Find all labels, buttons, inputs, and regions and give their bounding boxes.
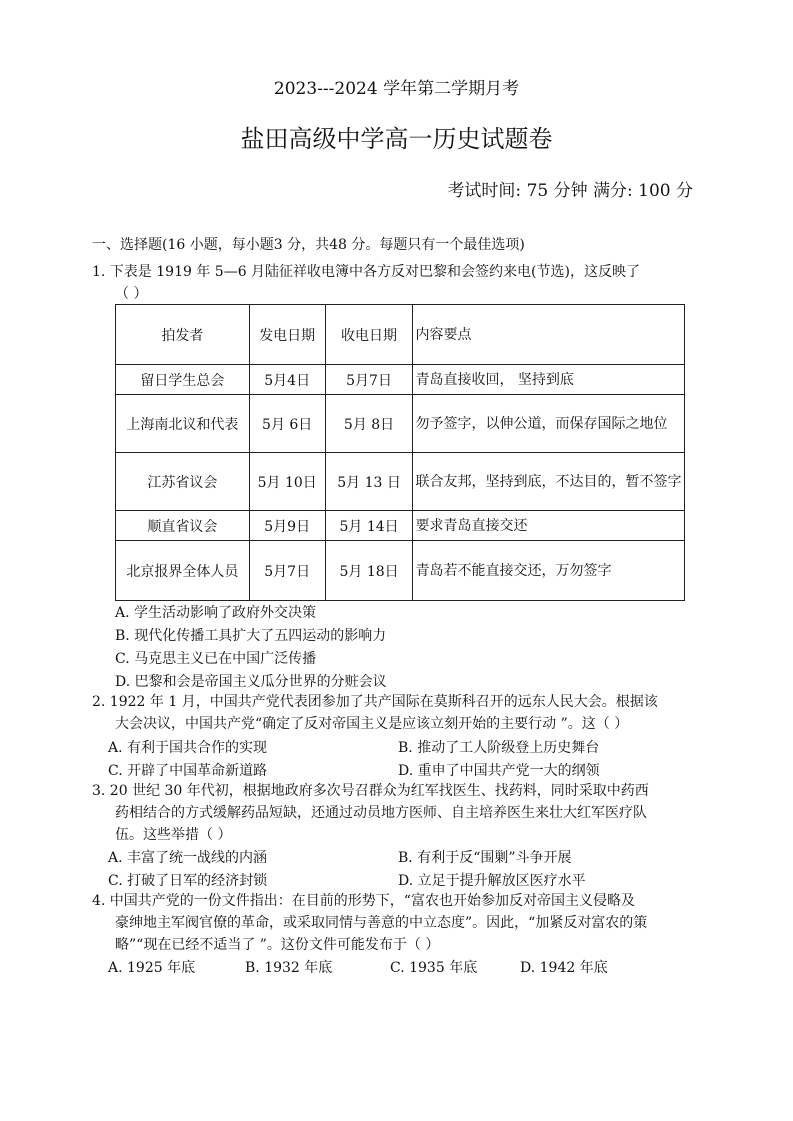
q3-stem-line3: 伍。这些举措（ ） (115, 827, 232, 843)
table-cell: 青岛直接收回， 坚持到底 (413, 365, 685, 395)
q4-option-a: A. 1925 年底 (108, 960, 196, 976)
q3-option-b: B. 有利于反“围剿”斗争开展 (398, 850, 572, 866)
q1-option-a: A. 学生活动影响了政府外交决策 (115, 605, 317, 621)
table-cell: 上海南北议和代表 (116, 395, 250, 453)
q3-stem-line2: 药相结合的方式缓解药品短缺，还通过动员地方医师、自主培养医生来壮大红军医疗队 (115, 805, 647, 821)
table-cell: 5月7日 (249, 541, 325, 601)
q1-stem-line2: （ ） (115, 286, 148, 302)
q2-stem-line2: 大会决议，中国共产党“确定了反对帝国主义是应该立刻开始的主要行动 ”。这（ ） (115, 716, 629, 732)
q2-option-d: D. 重申了中国共产党一大的纲领 (398, 763, 600, 779)
table-row (116, 511, 685, 541)
table-header-cell: 收电日期 (325, 305, 413, 365)
q1-option-c: C. 马克思主义已在中国广泛传播 (115, 651, 317, 667)
table-cell: 要求青岛直接交还 (413, 511, 685, 541)
q4-stem-line2: 豪绅地主军阀官僚的革命，或采取同情与善意的中立态度”。因此，“加紧反对富农的策 (115, 915, 648, 931)
q3-option-c: C. 打破了日军的经济封锁 (108, 873, 268, 889)
table-cell: 5月 8日 (325, 395, 413, 453)
q4-stem-line3: 略”“现在已经不适当了 ”。这份文件可能发布于（ ） (115, 937, 440, 953)
q4-option-d: D. 1942 年底 (520, 960, 608, 976)
table-header-row (116, 305, 685, 365)
table-header-cell: 内容要点 (413, 305, 685, 365)
q1-option-b: B. 现代化传播工具扩大了五四运动的影响力 (115, 628, 387, 644)
q2-stem-line1: 2. 1922 年 1 月，中国共产党代表团参加了共产国际在莫斯科召开的远东人民大会。根据该 (92, 694, 658, 710)
exam-term: 2023---2024 学年第二学期月考 (273, 79, 520, 99)
table-cell: 5月9日 (249, 511, 325, 541)
q3-option-a: A. 丰富了统一战线的内涵 (108, 850, 268, 866)
table-cell: 联合友邦，坚持到底，不达目的，暂不签字 (413, 453, 685, 511)
page-title: 盐田高级中学高一历史试题卷 (240, 125, 553, 153)
table-cell: 留日学生总会 (116, 365, 250, 395)
exam-info: 考试时间: 75 分钟 满分: 100 分 (447, 181, 693, 201)
table-cell: 5月 13 日 (325, 453, 413, 511)
table-cell: 5月 10日 (249, 453, 325, 511)
table-row (116, 453, 685, 511)
q2-option-b: B. 推动了工人阶级登上历史舞台 (398, 740, 600, 756)
table-cell: 江苏省议会 (116, 453, 250, 511)
table-cell: 青岛若不能直接交还，万勿签字 (413, 541, 685, 601)
table-cell: 5月7日 (325, 365, 413, 395)
q4-option-b: B. 1932 年底 (245, 960, 333, 976)
table-row (116, 365, 685, 395)
q1-option-d: D. 巴黎和会是帝国主义瓜分世界的分赃会议 (115, 674, 387, 690)
q2-option-a: A. 有利于国共合作的实现 (108, 740, 268, 756)
table-row (116, 541, 685, 601)
table-header-cell: 发电日期 (249, 305, 325, 365)
table-cell: 5月4日 (249, 365, 325, 395)
q1-stem-line1: 1. 下表是 1919 年 5—6 月陆征祥收电簿中各方反对巴黎和会签约来电(节选)，这反映了 (92, 264, 640, 280)
table-row (116, 395, 685, 453)
table-cell: 顺直省议会 (116, 511, 250, 541)
section-heading: 一、选择题(16 小题，每小题3 分，共48 分。每题只有一个最佳选项) (92, 237, 525, 253)
table-cell: 5月 14日 (325, 511, 413, 541)
q1-table (115, 304, 685, 601)
q4-stem-line1: 4. 中国共产党的一份文件指出：在目前的形势下，“富农也开始参加反对帝国主义侵略及 (92, 893, 635, 909)
q3-option-d: D. 立足于提升解放区医疗水平 (398, 873, 586, 889)
q2-option-c: C. 开辟了中国革命新道路 (108, 763, 268, 779)
q3-stem-line1: 3. 20 世纪 30 年代初，根据地政府多次号召群众为红军找医生、找药料，同时采取中药西 (92, 783, 649, 799)
q4-option-c: C. 1935 年底 (390, 960, 478, 976)
table-cell: 5月 18日 (325, 541, 413, 601)
table-header-cell: 拍发者 (116, 305, 250, 365)
table-cell: 北京报界全体人员 (116, 541, 250, 601)
table-cell: 勿予签字，以伸公道，而保存国际之地位 (413, 395, 685, 453)
table-cell: 5月 6日 (249, 395, 325, 453)
